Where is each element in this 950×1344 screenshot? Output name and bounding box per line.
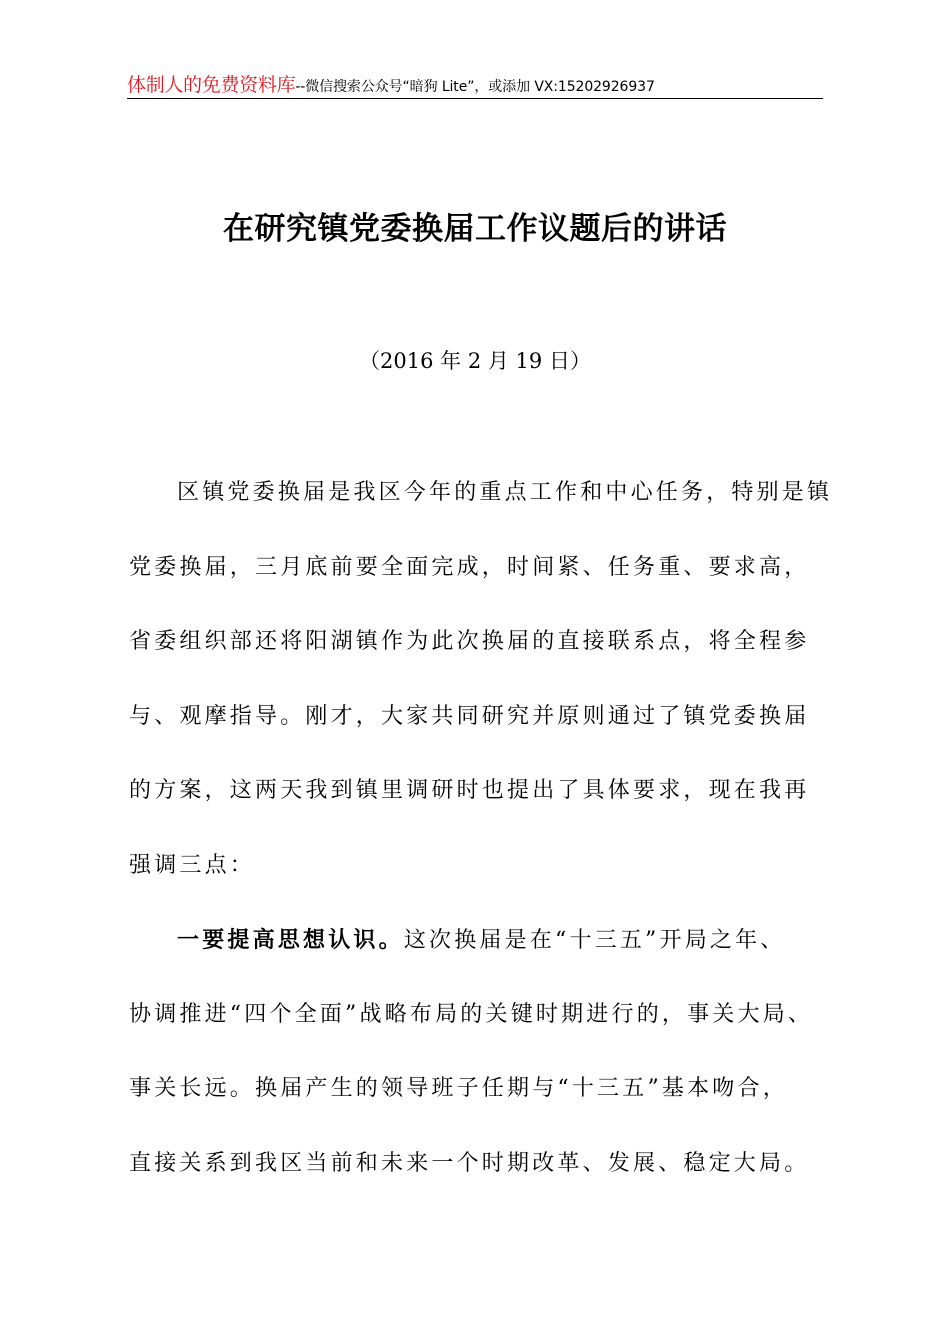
header-contact: --微信搜索公众号“暗狗 Lite”，或添加 VX:15202926937	[295, 79, 655, 95]
paragraph-line: 强调三点：	[129, 852, 256, 878]
document-title: 在研究镇党委换届工作议题后的讲话	[223, 211, 727, 247]
document-body	[129, 470, 833, 1215]
point-one-heading: 一要提高思想认识。	[177, 927, 404, 953]
header-brand: 体制人的免费资料库	[127, 74, 296, 96]
paragraph-line: 与、观摩指导。刚才，大家共同研究并原则通过了镇党委换届	[129, 703, 810, 729]
paragraph-line: 区镇党委换届是我区今年的重点工作和中心任务，特别是镇	[177, 480, 833, 505]
point-one-text: 这次换届是在“十三五”开局之年、	[403, 928, 786, 953]
paragraph-line: 省委组织部还将阳湖镇作为此次换届的直接联系点，将全程参	[129, 629, 810, 654]
point-one-line	[129, 917, 829, 992]
paragraph-line: 党委换届，三月底前要全面完成，时间紧、任务重、要求高，	[129, 554, 810, 580]
paragraph-line: 直接关系到我区当前和未来一个时期改革、发展、稳定大局。	[129, 1150, 810, 1176]
paragraph-line: 协调推进“四个全面”战略布局的关键时期进行的，事关大局、	[129, 1001, 814, 1027]
document-date: （2016 年 2 月 19 日）	[359, 349, 591, 373]
page-header	[127, 74, 823, 99]
paragraph-line: 的方案，这两天我到镇里调研时也提出了具体要求，现在我再	[129, 778, 810, 803]
paragraph-line: 事关长远。换届产生的领导班子任期与“十三五”基本吻合，	[129, 1076, 788, 1101]
